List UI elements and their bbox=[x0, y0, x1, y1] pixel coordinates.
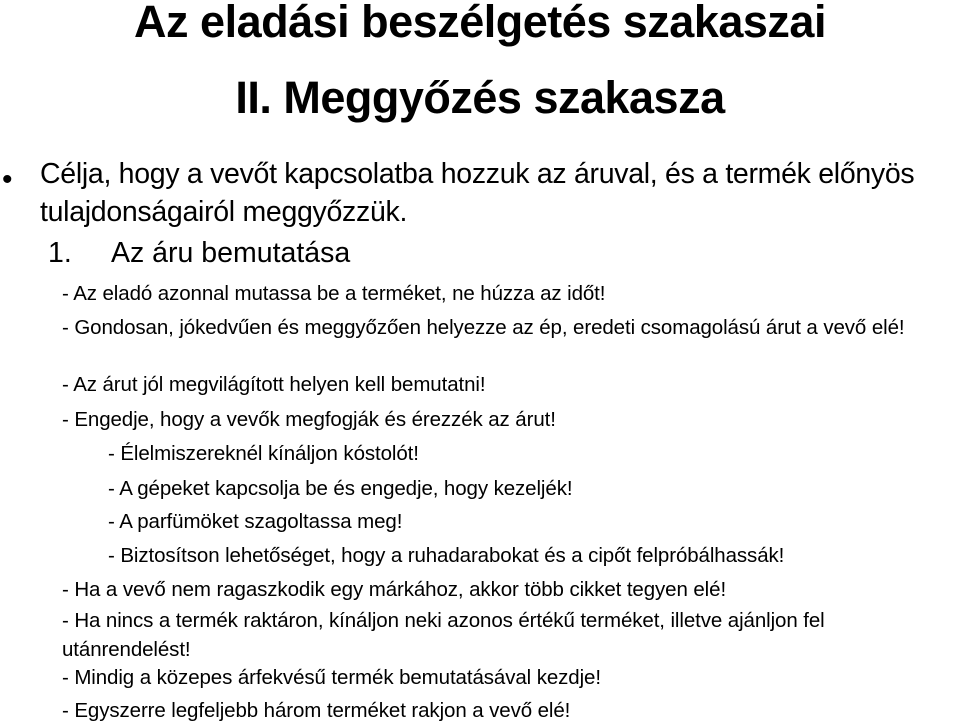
slide-subtitle: II. Meggyőzés szakasza bbox=[235, 72, 725, 123]
bullet-icon: • bbox=[2, 163, 13, 196]
list-item: - Biztosítson lehetőséget, hogy a ruhadarabokat és a cipőt felpróbálhassák! bbox=[108, 544, 785, 567]
section-number: 1. bbox=[48, 237, 72, 269]
bullet-text: Célja, hogy a vevőt kapcsolatba hozzuk az áruval, és a termék előnyös tulajdonságairól meggyőzzük. bbox=[40, 158, 915, 228]
list-item: - Egyszerre legfeljebb három terméket rakjon a vevő elé! bbox=[62, 699, 571, 722]
list-item: - Élelmiszereknél kínáljon kóstolót! bbox=[108, 442, 419, 465]
list-item: - Gondosan, jókedvűen és meggyőzően helyezze az ép, eredeti csomagolású árut a vevő elé! bbox=[62, 316, 905, 339]
list-item: - A gépeket kapcsolja be és engedje, hogy kezeljék! bbox=[108, 477, 573, 500]
slide-title: Az eladási beszélgetés szakaszai bbox=[134, 0, 826, 47]
list-item: - Ha nincs a termék raktáron, kínáljon neki azonos értékű terméket, illetve ajánljon fel utánrendelést! bbox=[62, 609, 825, 661]
list-item: - Mindig a közepes árfekvésű termék bemutatásával kezdje! bbox=[62, 666, 601, 689]
list-item: - Ha a vevő nem ragaszkodik egy márkához, akkor több cikket tegyen elé! bbox=[62, 578, 727, 601]
list-item: - A parfümöket szagoltassa meg! bbox=[108, 510, 403, 533]
list-item: - Az árut jól megvilágított helyen kell bemutatni! bbox=[62, 373, 486, 396]
list-item: - Engedje, hogy a vevők megfogják és érezzék az árut! bbox=[62, 408, 556, 431]
section-heading: Az áru bemutatása bbox=[111, 237, 351, 269]
list-item: - Az eladó azonnal mutassa be a terméket, ne húzza az időt! bbox=[62, 282, 606, 305]
